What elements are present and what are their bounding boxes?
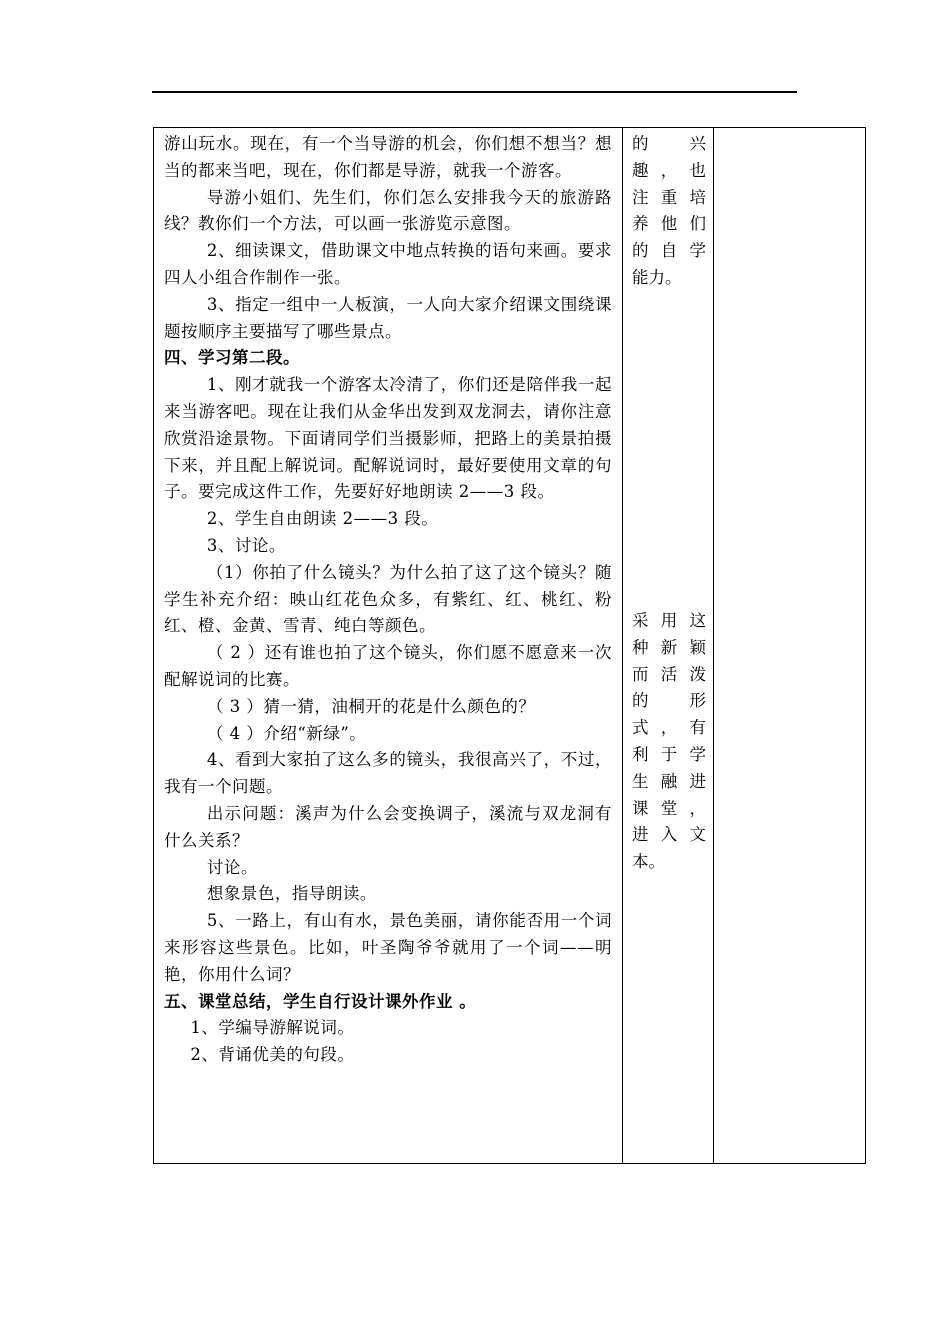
paragraph: 2、学生自由朗读 2——3 段。 — [206, 509, 439, 529]
paragraph: 1、学编导游解说词。 — [190, 1018, 355, 1038]
note-line: 生融进 — [632, 771, 706, 791]
note-line: 进入文 — [632, 825, 706, 845]
note-line: 的自学 — [632, 241, 706, 261]
note-line: 课堂， — [632, 798, 706, 818]
paragraph: 讨论。 — [206, 857, 258, 877]
paragraph: （ 4 ）介绍“新绿”。 — [206, 723, 367, 743]
paragraph: （ 3 ）猜一猜，油桐开的花是什么颜色的？ — [206, 696, 536, 716]
paragraph: 想象景色，指导朗读。 — [206, 884, 377, 904]
design-note-interest — [632, 131, 706, 292]
note-line: 而活泼 — [632, 664, 706, 684]
lesson-plan-table — [153, 127, 866, 1164]
paragraph: 2、背诵优美的句段。 — [190, 1045, 355, 1065]
note-line: 能力。 — [632, 267, 682, 287]
paragraph: 5、一路上，有山有水，景色美丽，请你能否用一个词来形容这些景色。比如，叶圣陶爷爷就用了一个词——明艳，你用什么词？ — [164, 911, 612, 984]
paragraph: （1）你拍了什么镜头？为什么拍了这了这个镜头？随学生补充介绍：映山红花色众多，有紫红、红、桃红、粉红、橙、金黄、雪青、纯白等颜色。 — [164, 562, 612, 636]
note-line: 趣，也 — [632, 160, 706, 180]
paragraph: 2、细读课文，借助课文中地点转换的语句来画。要求四人小组合作制作一张。 — [164, 241, 612, 287]
teaching-process-column — [164, 131, 612, 1069]
note-line: 本。 — [632, 852, 665, 872]
note-line: 种新颖 — [632, 637, 706, 657]
note-line: 注重培 — [632, 187, 706, 207]
paragraph: 游山玩水。现在，有一个当导游的机会，你们想不想当？想当的都来当吧，现在，你们都是导游，就我一个游客。 — [164, 134, 612, 180]
header-rule — [152, 91, 797, 93]
note-line: 的 兴 — [632, 134, 706, 153]
column-divider — [713, 128, 714, 1163]
section-heading: 五、课堂总结，学生自行设计课外作业 。 — [164, 991, 477, 1011]
note-line: 式，有 — [632, 718, 706, 738]
paragraph: 3、指定一组中一人板演，一人向大家介绍课文围绕课题按顺序主要描写了哪些景点。 — [164, 294, 612, 341]
paragraph: 1、刚才就我一个游客太冷清了，你们还是陪伴我一起来当游客吧。现在让我们从金华出发到双龙洞去，请你注意欣赏沿途景物。下面请同学们当摄影师，把路上的美景拍摄下来，并且配上解说词。配解说词时，最好要使用文章的句子。要完成这件工作，先要好好地朗读 2——3 段。 — [164, 375, 612, 502]
paragraph: 4、看到大家拍了这么多的镜头，我很高兴了，不过，我有一个问题。 — [164, 750, 612, 797]
note-line: 利于学 — [632, 744, 706, 764]
design-note-form — [632, 608, 706, 876]
paragraph: 3、讨论。 — [206, 535, 286, 555]
paragraph: 出示问题：溪声为什么会变换调子，溪流与双龙洞有什么关系？ — [164, 803, 612, 850]
section-heading: 四、学习第二段。 — [164, 348, 300, 368]
note-line: 的 形 — [632, 691, 706, 711]
paragraph: 导游小姐们、先生们，你们怎么安排我今天的旅游路线？教你们一个方法，可以画一张游览示意图。 — [164, 187, 612, 234]
paragraph: （ 2 ）还有谁也拍了这个镜头，你们愿不愿意来一次配解说词的比赛。 — [164, 643, 612, 689]
note-line: 采用这 — [632, 611, 706, 630]
note-line: 养他们 — [632, 214, 706, 234]
column-divider — [622, 128, 623, 1163]
